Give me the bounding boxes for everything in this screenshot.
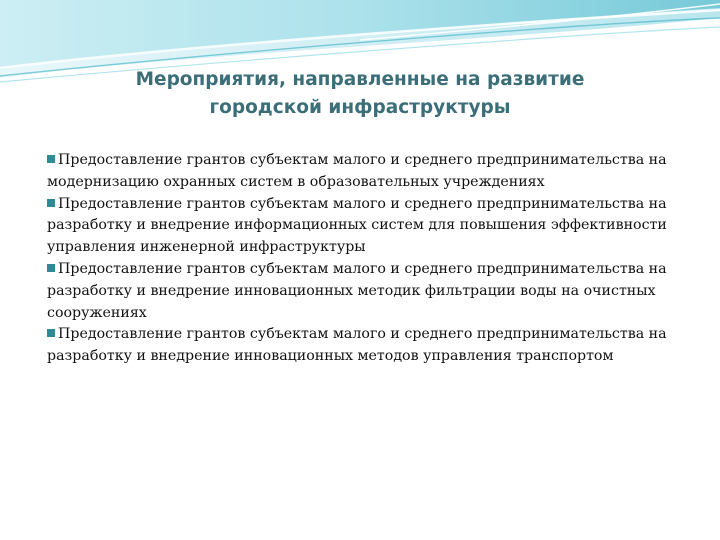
- list-item-text: Предоставление грантов субъектам малого и среднего предпринимательства на разработку и внедрение инновационных методов управления транспортом: [47, 326, 667, 365]
- square-bullet-icon: [47, 155, 55, 163]
- slide-title-line-1: Мероприятия, направленные на развитие: [135, 69, 585, 90]
- square-bullet-icon: [47, 264, 55, 272]
- bullet-list: [47, 150, 687, 368]
- list-item-text: Предоставление грантов субъектам малого и среднего предпринимательства на разработку и внедрение инновационных методик фильтрации воды на очистных сооружениях: [47, 260, 667, 321]
- list-item: [47, 150, 687, 194]
- slide-title-line-2: городской инфраструктуры: [209, 97, 511, 118]
- list-item-text: Предоставление грантов субъектам малого и среднего предпринимательства на разработку и внедрение информационных систем для повышения эффективности управления инженерной инфраструктуры: [47, 195, 667, 256]
- square-bullet-icon: [47, 329, 55, 337]
- list-item: [47, 324, 687, 368]
- list-item: [47, 259, 687, 324]
- list-item: [47, 194, 687, 259]
- square-bullet-icon: [47, 199, 55, 207]
- slide-title: [100, 66, 620, 122]
- list-item-text: Предоставление грантов субъектам малого и среднего предпринимательства на модернизацию охранных систем в образовательных учреждениях: [47, 152, 667, 190]
